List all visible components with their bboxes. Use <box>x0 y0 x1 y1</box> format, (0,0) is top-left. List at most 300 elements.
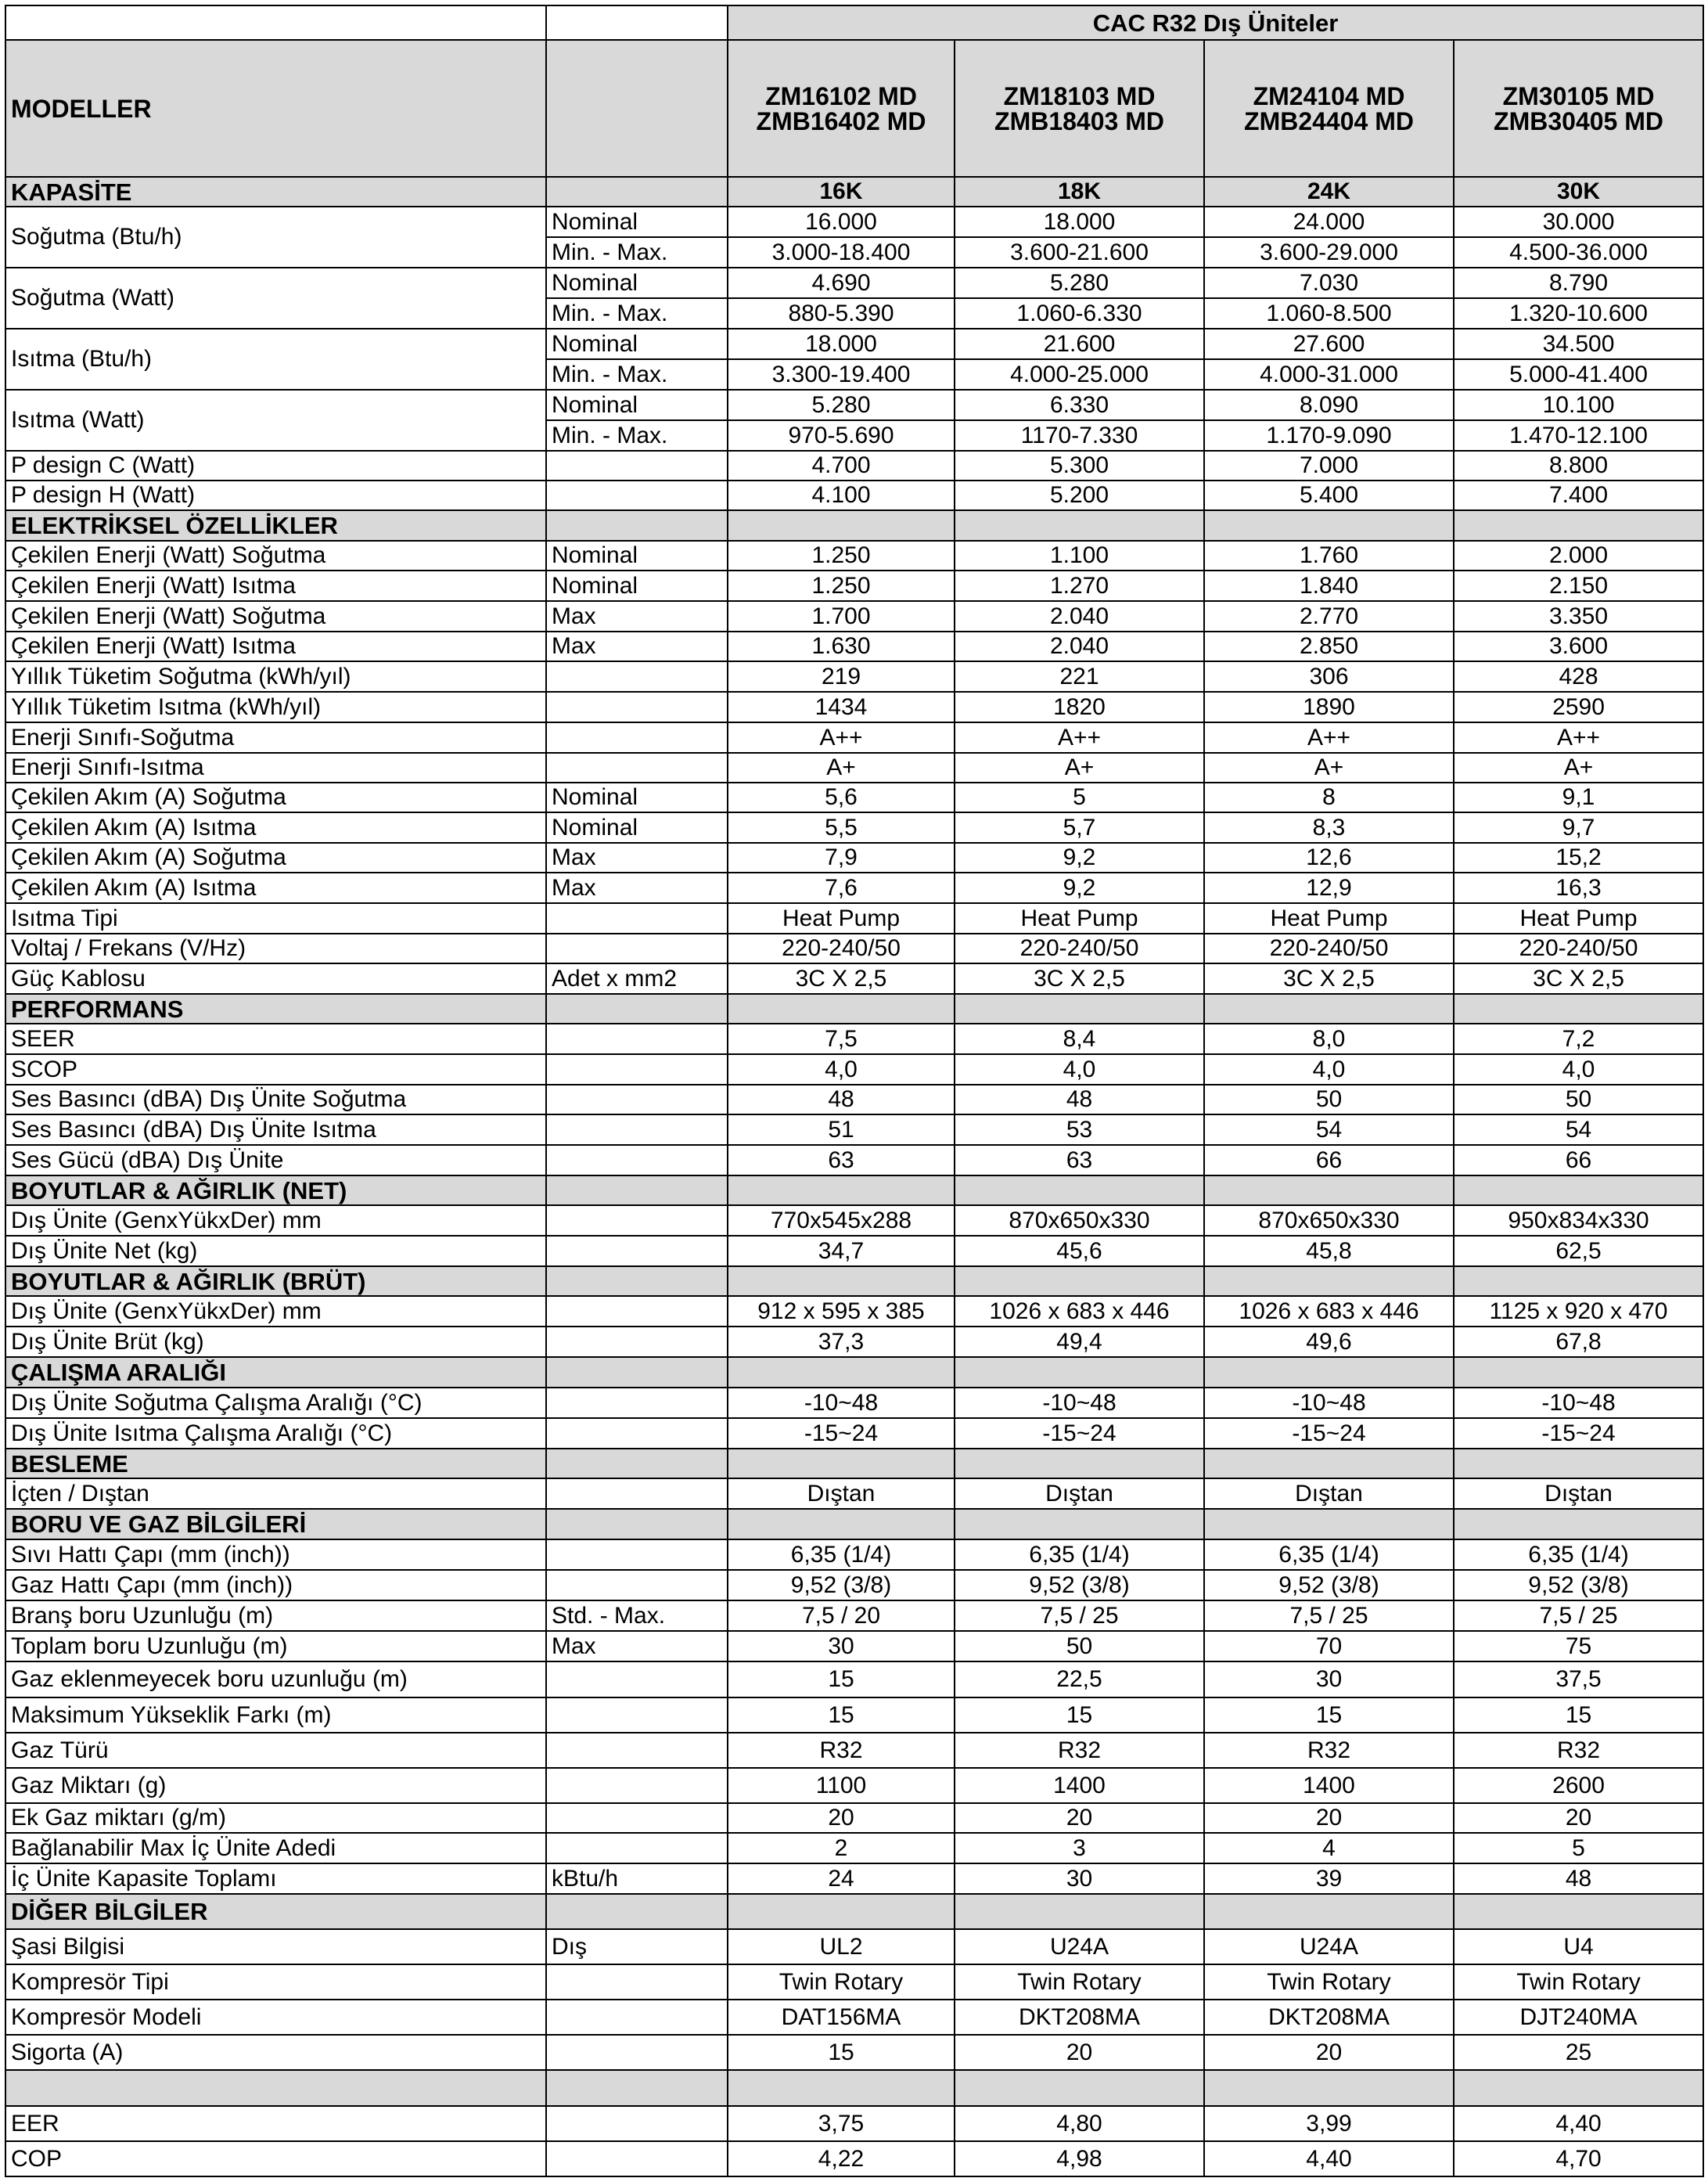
table-row <box>5 1145 1703 1175</box>
value-cell: 15,2 <box>1454 843 1703 873</box>
blank-cell <box>546 510 728 541</box>
value-cell: 1.250 <box>728 541 955 571</box>
row-label: Gaz Türü <box>5 1733 546 1768</box>
row-sub-label <box>546 1418 728 1449</box>
value-cell: 5,5 <box>728 812 955 843</box>
value-cell: 2600 <box>1454 1768 1703 1803</box>
value-cell: 6,35 (1/4) <box>955 1539 1204 1570</box>
value-cell: 15 <box>1204 1697 1454 1733</box>
section-value <box>1454 2070 1703 2106</box>
value-cell: 24.000 <box>1204 207 1454 237</box>
section-value <box>955 510 1204 541</box>
table-row <box>5 873 1703 903</box>
value-cell: 8 <box>1204 783 1454 812</box>
value-cell: 30 <box>1204 1661 1454 1697</box>
value-cell: A+ <box>1454 753 1703 783</box>
row-sub-label: Std. - Max. <box>546 1600 728 1631</box>
value-cell: 2.770 <box>1204 601 1454 632</box>
value-cell: 20 <box>1454 1803 1703 1833</box>
value-cell: Heat Pump <box>1204 903 1454 934</box>
value-cell: 22,5 <box>955 1661 1204 1697</box>
value-cell: 221 <box>955 661 1204 692</box>
section-row <box>5 1449 1703 1478</box>
section-value <box>728 1175 955 1205</box>
value-cell: 2 <box>728 1833 955 1863</box>
value-cell: 306 <box>1204 661 1454 692</box>
value-cell: 5.000-41.400 <box>1454 359 1703 390</box>
table-row <box>5 1388 1703 1418</box>
table-row <box>5 1236 1703 1266</box>
table-row <box>5 934 1703 963</box>
model-code: ZM18103 MD <box>1003 81 1156 110</box>
value-cell: Dıştan <box>955 1478 1204 1509</box>
value-cell: 1434 <box>728 692 955 722</box>
value-cell: 2.040 <box>955 601 1204 632</box>
value-cell: 67,8 <box>1454 1327 1703 1357</box>
row-sub-label <box>546 1114 728 1145</box>
value-cell: -10~48 <box>1454 1388 1703 1418</box>
value-cell: 1.470-12.100 <box>1454 420 1703 451</box>
section-value <box>955 1449 1204 1478</box>
value-cell: 8,3 <box>1204 812 1454 843</box>
value-cell: 15 <box>1454 1697 1703 1733</box>
section-value <box>1204 510 1454 541</box>
row-label: İçten / Dıştan <box>5 1478 546 1509</box>
value-cell: 4.700 <box>728 451 955 481</box>
value-cell: 15 <box>728 1661 955 1697</box>
section-value <box>1454 1449 1703 1478</box>
section-value <box>728 1357 955 1388</box>
value-cell: 5,7 <box>955 812 1204 843</box>
row-sub-label: Nominal <box>546 329 728 359</box>
value-cell: 4,80 <box>955 2106 1204 2141</box>
value-cell: Heat Pump <box>955 903 1204 934</box>
row-label: Çekilen Akım (A) Soğutma <box>5 843 546 873</box>
value-cell: 1400 <box>1204 1768 1454 1803</box>
value-cell: 2.000 <box>1454 541 1703 571</box>
value-cell: R32 <box>1454 1733 1703 1768</box>
models-row <box>5 40 1703 177</box>
row-sub-label <box>546 481 728 510</box>
value-cell: 950x834x330 <box>1454 1205 1703 1236</box>
value-cell: -10~48 <box>728 1388 955 1418</box>
section-value <box>1454 1509 1703 1539</box>
row-label: Gaz Hattı Çapı (mm (inch)) <box>5 1570 546 1600</box>
value-cell: Dıştan <box>728 1478 955 1509</box>
value-cell: 4,0 <box>728 1054 955 1085</box>
value-cell: 1400 <box>955 1768 1204 1803</box>
value-cell: Twin Rotary <box>1204 1964 1454 2000</box>
value-cell: 10.100 <box>1454 390 1703 420</box>
table-row <box>5 1296 1703 1327</box>
value-cell: 70 <box>1204 1631 1454 1661</box>
section-value <box>955 1894 1204 1929</box>
value-cell: 7.030 <box>1204 268 1454 298</box>
section-title <box>5 2070 546 2106</box>
table-row <box>5 268 1703 298</box>
value-cell: 5 <box>1454 1833 1703 1863</box>
section-value <box>1204 1894 1454 1929</box>
row-label: Isıtma (Watt) <box>5 390 546 451</box>
section-title: BOYUTLAR & AĞIRLIK (NET) <box>5 1175 546 1205</box>
value-cell: 37,5 <box>1454 1661 1703 1697</box>
value-cell: 6,35 (1/4) <box>1454 1539 1703 1570</box>
value-cell: 20 <box>955 2035 1204 2070</box>
row-sub-label <box>546 1388 728 1418</box>
row-sub-label <box>546 1145 728 1175</box>
table-row <box>5 481 1703 510</box>
section-value <box>1204 1357 1454 1388</box>
table-row <box>5 1600 1703 1631</box>
section-row <box>5 1266 1703 1296</box>
row-label: Voltaj / Frekans (V/Hz) <box>5 934 546 963</box>
row-label: P design H (Watt) <box>5 481 546 510</box>
value-cell: -15~24 <box>1204 1418 1454 1449</box>
section-value <box>955 2070 1204 2106</box>
row-label: Gaz eklenmeyecek boru uzunluğu (m) <box>5 1661 546 1697</box>
section-value <box>728 994 955 1024</box>
table-row <box>5 1024 1703 1054</box>
value-cell: 3.600-21.600 <box>955 237 1204 268</box>
value-cell: 3C X 2,5 <box>1204 963 1454 994</box>
value-cell: 4,98 <box>955 2141 1204 2176</box>
table-row <box>5 963 1703 994</box>
row-sub-label <box>546 1733 728 1768</box>
value-cell: 1.250 <box>728 571 955 601</box>
table-row <box>5 1054 1703 1085</box>
value-cell: R32 <box>1204 1733 1454 1768</box>
spec-table <box>5 5 1704 2177</box>
value-cell: 21.600 <box>955 329 1204 359</box>
row-sub-label <box>546 661 728 692</box>
row-label: SCOP <box>5 1054 546 1085</box>
section-value <box>728 510 955 541</box>
table-row <box>5 1418 1703 1449</box>
value-cell: 34,7 <box>728 1236 955 1266</box>
section-row <box>5 1509 1703 1539</box>
row-sub-label: Min. - Max. <box>546 359 728 390</box>
value-cell: -10~48 <box>955 1388 1204 1418</box>
value-cell: 4.100 <box>728 481 955 510</box>
model-code: ZM16102 MD <box>765 81 917 110</box>
value-cell: A+ <box>955 753 1204 783</box>
row-label: Yıllık Tüketim Isıtma (kWh/yıl) <box>5 692 546 722</box>
value-cell: 1.320-10.600 <box>1454 298 1703 329</box>
value-cell: 7,5 / 20 <box>728 1600 955 1631</box>
value-cell: 16.000 <box>728 207 955 237</box>
value-cell: U24A <box>955 1929 1204 1964</box>
value-cell: 1.700 <box>728 601 955 632</box>
row-sub-label: Nominal <box>546 207 728 237</box>
value-cell: 48 <box>955 1085 1204 1114</box>
value-cell: 7,6 <box>728 873 955 903</box>
value-cell: 3.600-29.000 <box>1204 237 1454 268</box>
value-cell: 1.100 <box>955 541 1204 571</box>
value-cell: Twin Rotary <box>955 1964 1204 2000</box>
value-cell: 30.000 <box>1454 207 1703 237</box>
value-cell: U24A <box>1204 1929 1454 1964</box>
value-cell: 912 x 595 x 385 <box>728 1296 955 1327</box>
section-value: 30K <box>1454 177 1703 207</box>
value-cell: U4 <box>1454 1929 1703 1964</box>
value-cell: -10~48 <box>1204 1388 1454 1418</box>
value-cell: 9,52 (3/8) <box>728 1570 955 1600</box>
row-sub-label: Dış <box>546 1929 728 1964</box>
model-name-cell <box>1204 40 1454 177</box>
row-sub-label <box>546 1236 728 1266</box>
value-cell: 8,0 <box>1204 1024 1454 1054</box>
value-cell: DAT156MA <box>728 2000 955 2035</box>
value-cell: 2.850 <box>1204 632 1454 661</box>
section-value <box>1204 1449 1454 1478</box>
row-sub-label: Nominal <box>546 571 728 601</box>
value-cell: 7,5 / 25 <box>1204 1600 1454 1631</box>
section-value <box>1204 1175 1454 1205</box>
value-cell: DKT208MA <box>955 2000 1204 2035</box>
row-sub-label: Min. - Max. <box>546 420 728 451</box>
value-cell: 1100 <box>728 1768 955 1803</box>
value-cell: 1890 <box>1204 692 1454 722</box>
row-sub-label <box>546 1205 728 1236</box>
value-cell: 3.300-19.400 <box>728 359 955 390</box>
value-cell: 770x545x288 <box>728 1205 955 1236</box>
row-sub-label <box>546 451 728 481</box>
row-label: Şasi Bilgisi <box>5 1929 546 1964</box>
value-cell: 220-240/50 <box>1204 934 1454 963</box>
table-row <box>5 812 1703 843</box>
value-cell: 15 <box>728 1697 955 1733</box>
section-value <box>1204 994 1454 1024</box>
value-cell: 7.400 <box>1454 481 1703 510</box>
section-row <box>5 994 1703 1024</box>
row-label: Güç Kablosu <box>5 963 546 994</box>
value-cell: 7,5 <box>728 1024 955 1054</box>
table-row <box>5 1327 1703 1357</box>
row-sub-label: kBtu/h <box>546 1863 728 1894</box>
value-cell: 45,6 <box>955 1236 1204 1266</box>
section-value <box>728 2070 955 2106</box>
value-cell: 63 <box>728 1145 955 1175</box>
table-row <box>5 2000 1703 2035</box>
table-row <box>5 1863 1703 1894</box>
table-row <box>5 1929 1703 1964</box>
row-sub-label <box>546 1803 728 1833</box>
blank-cell <box>546 1266 728 1296</box>
row-label: Çekilen Akım (A) Soğutma <box>5 783 546 812</box>
value-cell: 66 <box>1204 1145 1454 1175</box>
value-cell: Twin Rotary <box>1454 1964 1703 2000</box>
value-cell: 4.000-25.000 <box>955 359 1204 390</box>
row-sub-label <box>546 1085 728 1114</box>
value-cell: 8.800 <box>1454 451 1703 481</box>
value-cell: 51 <box>728 1114 955 1145</box>
row-sub-label: Min. - Max. <box>546 298 728 329</box>
row-sub-label <box>546 1697 728 1733</box>
table-row <box>5 207 1703 237</box>
row-sub-label: Min. - Max. <box>546 237 728 268</box>
section-value <box>955 994 1204 1024</box>
value-cell: 1.840 <box>1204 571 1454 601</box>
value-cell: 2.040 <box>955 632 1204 661</box>
value-cell: 2590 <box>1454 692 1703 722</box>
value-cell: 18.000 <box>728 329 955 359</box>
value-cell: 5.300 <box>955 451 1204 481</box>
row-label: Dış Ünite Soğutma Çalışma Aralığı (°C) <box>5 1388 546 1418</box>
row-label: Sigorta (A) <box>5 2035 546 2070</box>
row-sub-label <box>546 2106 728 2141</box>
value-cell: 9,2 <box>955 873 1204 903</box>
value-cell: 6,35 (1/4) <box>1204 1539 1454 1570</box>
section-value <box>955 1266 1204 1296</box>
value-cell: 1026 x 683 x 446 <box>1204 1296 1454 1327</box>
value-cell: 66 <box>1454 1145 1703 1175</box>
value-cell: 4,40 <box>1454 2106 1703 2141</box>
value-cell: 1.270 <box>955 571 1204 601</box>
row-label: İç Ünite Kapasite Toplamı <box>5 1863 546 1894</box>
value-cell: Dıştan <box>1454 1478 1703 1509</box>
row-label: SEER <box>5 1024 546 1054</box>
table-row <box>5 2035 1703 2070</box>
row-sub-label: Max <box>546 601 728 632</box>
row-label: P design C (Watt) <box>5 451 546 481</box>
section-title: ÇALIŞMA ARALIĞI <box>5 1357 546 1388</box>
blank-cell <box>5 5 546 40</box>
row-sub-label: Nominal <box>546 783 728 812</box>
row-label: Maksimum Yükseklik Farkı (m) <box>5 1697 546 1733</box>
section-value <box>728 1266 955 1296</box>
section-value: 16K <box>728 177 955 207</box>
blank-cell <box>546 1357 728 1388</box>
value-cell: 63 <box>955 1145 1204 1175</box>
value-cell: 4,0 <box>955 1054 1204 1085</box>
value-cell: 3.600 <box>1454 632 1703 661</box>
value-cell: 7,5 / 25 <box>955 1600 1204 1631</box>
value-cell: 50 <box>1454 1085 1703 1114</box>
table-row <box>5 2106 1703 2141</box>
value-cell: 220-240/50 <box>955 934 1204 963</box>
section-row <box>5 510 1703 541</box>
row-sub-label <box>546 903 728 934</box>
value-cell: 25 <box>1454 2035 1703 2070</box>
value-cell: Dıştan <box>1204 1478 1454 1509</box>
row-sub-label <box>546 1024 728 1054</box>
blank-cell <box>546 5 728 40</box>
value-cell: A+ <box>728 753 955 783</box>
blank-cell <box>546 40 728 177</box>
section-value <box>955 1509 1204 1539</box>
table-row <box>5 2141 1703 2176</box>
value-cell: 870x650x330 <box>955 1205 1204 1236</box>
row-sub-label <box>546 753 728 783</box>
row-label: COP <box>5 2141 546 2176</box>
model-code: ZM24104 MD <box>1253 81 1405 110</box>
value-cell: 34.500 <box>1454 329 1703 359</box>
value-cell: 1820 <box>955 692 1204 722</box>
value-cell: 50 <box>955 1631 1204 1661</box>
value-cell: 7.000 <box>1204 451 1454 481</box>
row-label: Yıllık Tüketim Soğutma (kWh/yıl) <box>5 661 546 692</box>
table-row <box>5 451 1703 481</box>
section-value <box>728 1509 955 1539</box>
model-code: ZMB16402 MD <box>756 106 926 135</box>
row-sub-label <box>546 1964 728 2000</box>
value-cell: A++ <box>1204 722 1454 753</box>
value-cell: 20 <box>955 1803 1204 1833</box>
section-title: BOYUTLAR & AĞIRLIK (BRÜT) <box>5 1266 546 1296</box>
row-sub-label <box>546 1768 728 1803</box>
value-cell: 8.790 <box>1454 268 1703 298</box>
row-sub-label <box>546 934 728 963</box>
section-value <box>1204 1266 1454 1296</box>
value-cell: 3C X 2,5 <box>728 963 955 994</box>
value-cell: A+ <box>1204 753 1454 783</box>
row-sub-label: Nominal <box>546 541 728 571</box>
row-label: Sıvı Hattı Çapı (mm (inch)) <box>5 1539 546 1570</box>
value-cell: 12,6 <box>1204 843 1454 873</box>
row-label: Çekilen Enerji (Watt) Isıtma <box>5 632 546 661</box>
section-value <box>1454 1894 1703 1929</box>
row-label: Çekilen Akım (A) Isıtma <box>5 812 546 843</box>
value-cell: Twin Rotary <box>728 1964 955 2000</box>
value-cell: 8,4 <box>955 1024 1204 1054</box>
table-row <box>5 1733 1703 1768</box>
value-cell: 12,9 <box>1204 873 1454 903</box>
value-cell: 27.600 <box>1204 329 1454 359</box>
table-row <box>5 390 1703 420</box>
table-row <box>5 541 1703 571</box>
row-sub-label: Nominal <box>546 390 728 420</box>
section-row <box>5 1175 1703 1205</box>
row-sub-label: Max <box>546 632 728 661</box>
table-row <box>5 1570 1703 1600</box>
value-cell: 4,0 <box>1204 1054 1454 1085</box>
value-cell: 3.000-18.400 <box>728 237 955 268</box>
value-cell: 428 <box>1454 661 1703 692</box>
row-label: Dış Ünite Net (kg) <box>5 1236 546 1266</box>
value-cell: 49,4 <box>955 1327 1204 1357</box>
table-row <box>5 661 1703 692</box>
row-label: Çekilen Enerji (Watt) Isıtma <box>5 571 546 601</box>
model-code: ZM30105 MD <box>1502 81 1655 110</box>
table-row <box>5 571 1703 601</box>
value-cell: 39 <box>1204 1863 1454 1894</box>
row-label: Kompresör Tipi <box>5 1964 546 2000</box>
table-row <box>5 1631 1703 1661</box>
model-code: ZMB30405 MD <box>1494 106 1663 135</box>
value-cell: DJT240MA <box>1454 2000 1703 2035</box>
value-cell: 4.000-31.000 <box>1204 359 1454 390</box>
section-value <box>955 1357 1204 1388</box>
value-cell: 4,70 <box>1454 2141 1703 2176</box>
value-cell: -15~24 <box>728 1418 955 1449</box>
value-cell: 220-240/50 <box>1454 934 1703 963</box>
value-cell: 6,35 (1/4) <box>728 1539 955 1570</box>
row-sub-label: Adet x mm2 <box>546 963 728 994</box>
table-title: CAC R32 Dış Üniteler <box>728 5 1703 40</box>
row-label: EER <box>5 2106 546 2141</box>
value-cell: 20 <box>728 1803 955 1833</box>
value-cell: Heat Pump <box>1454 903 1703 934</box>
section-title: KAPASİTE <box>5 177 546 207</box>
row-sub-label <box>546 722 728 753</box>
table-row <box>5 1539 1703 1570</box>
value-cell: R32 <box>728 1733 955 1768</box>
section-value <box>1454 1175 1703 1205</box>
title-row <box>5 5 1703 40</box>
table-row <box>5 843 1703 873</box>
section-value <box>1454 1266 1703 1296</box>
model-code: ZMB24404 MD <box>1244 106 1414 135</box>
